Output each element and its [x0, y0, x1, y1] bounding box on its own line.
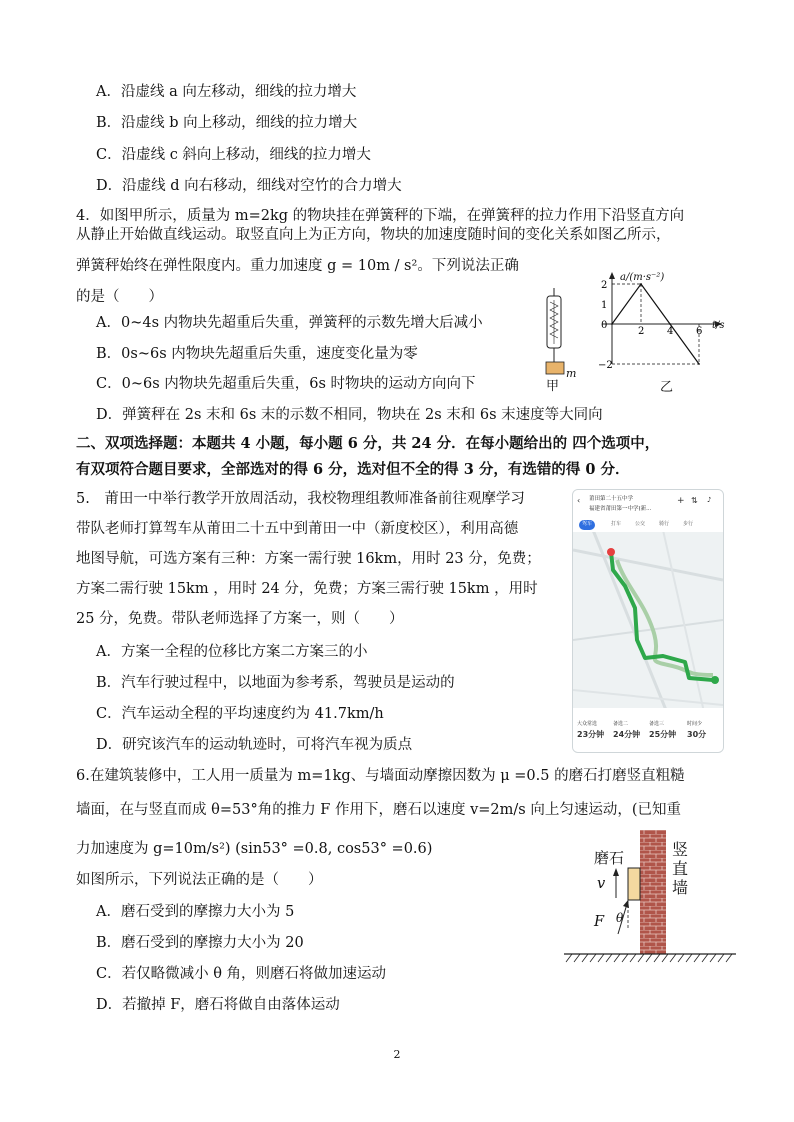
y-tick-label: 1: [601, 300, 608, 311]
q4-stem-4: 的是（ ）: [76, 289, 163, 305]
q4-option-a: A．0~4s 内物块先超重后失重，弹簧秤的示数先增大后减小: [96, 315, 483, 331]
mass-label: m: [566, 367, 577, 380]
voice-icon[interactable]: ♪: [707, 496, 712, 504]
start-marker: [607, 548, 615, 556]
q6-option-b: B．磨石受到的摩擦力大小为 20: [96, 935, 304, 951]
route-options-panel: [573, 708, 723, 752]
velocity-label: v: [597, 876, 606, 892]
q4-stem-3: 弹簧秤始终在弹性限度内。重力加速度 g = 10m / s²。下列说法正确: [76, 258, 519, 274]
x-tick-label: 6: [696, 326, 703, 337]
q5-stem-4: 方案二需行驶 15km ，用时 24 分，免费；方案三需行驶 15km ，用时: [76, 581, 538, 597]
route-to[interactable]: 福建省莆田第一中学(新...: [589, 506, 652, 512]
q3-option-d: D．沿虚线 d 向右移动，细线对空竹的合力增大: [96, 178, 402, 194]
y-tick-label: 2: [601, 280, 608, 291]
tab-walk[interactable]: 步行: [683, 521, 694, 527]
x-tick-label: 2: [638, 326, 645, 337]
swap-icon[interactable]: ⇅: [691, 496, 698, 505]
brick-wall: [640, 830, 666, 954]
q4-option-b: B．0s~6s 内物块先超重后失重，速度变化量为零: [96, 346, 418, 362]
q3-option-c: C．沿虚线 c 斜向上移动，细线的拉力增大: [96, 147, 371, 163]
tab-bike[interactable]: 骑行: [659, 521, 670, 527]
tab-drive[interactable]: 驾车: [579, 520, 595, 530]
grindstone-label: 磨石: [594, 849, 625, 867]
section2-header-1: 二、双项选择题：本题共 4 小题，每小题 6 分，共 24 分．在每小题给出的 四个选项中，: [76, 435, 660, 452]
theta-label: θ: [616, 911, 624, 925]
figure-jia-label: 甲: [546, 379, 560, 394]
q6-option-c: C．若仅略微减小 θ 角，则磨石将做加速运动: [96, 966, 387, 982]
navigation-map-screenshot: [572, 489, 724, 753]
q5-option-a: A．方案一全程的位移比方案二方案三的小: [96, 644, 368, 660]
map-header: [573, 490, 723, 532]
y-axis-label: a/(m·s⁻²): [620, 272, 665, 283]
back-icon[interactable]: ‹: [577, 496, 581, 505]
q5-stem-3: 地图导航，可选方案有三种：方案一需行驶 16km，用时 23 分，免费；: [76, 551, 541, 567]
page-number: 2: [393, 1048, 401, 1061]
route-option-2[interactable]: 备选二 24分钟: [613, 721, 641, 739]
q6-stem-3: 力加速度为 g=10m/s²) (sin53° =0.8, cos53° =0.6): [76, 841, 433, 857]
y-axis-arrow: [609, 272, 615, 279]
force-arrowhead: [623, 900, 629, 908]
q5-option-c: C．汽车运动全程的平均速度约为 41.7km/h: [96, 706, 384, 722]
q5-stem-1: 5. 莆田一中举行教学开放周活动，我校物理组教师准备前往观摩学习: [76, 491, 525, 507]
q4-stem-1: 4．如图甲所示，质量为 m=2kg 的物块挂在弹簧秤的下端，在弹簧秤的拉力作用下沿竖直方向: [76, 208, 685, 224]
grindstone: [628, 868, 640, 900]
q4-option-c: C．0~6s 内物块先超重后失重，6s 时物块的运动方向向下: [96, 376, 476, 392]
q5-stem-5: 25 分，免费。带队老师选择了方案一，则（ ）: [76, 611, 404, 627]
q4-option-d: D．弹簧秤在 2s 末和 6s 末的示数不相同，物块在 2s 末和 6s 末速度等大同向: [96, 407, 603, 423]
route-option-3[interactable]: 备选三 25分钟: [649, 721, 677, 739]
q6-stem-4: 如图所示，下列说法正确的是（ ）: [76, 872, 323, 888]
q6-stem-2: 墙面，在与竖直而成 θ=53°角的推力 F 作用下，磨石以速度 v=2m/s 向上匀速运动，(已知重: [76, 802, 681, 818]
end-marker: [711, 676, 719, 684]
tab-taxi[interactable]: 打车: [611, 521, 622, 527]
q5-option-d: D．研究该汽车的运动轨迹时，可将汽车视为质点: [96, 737, 413, 753]
add-waypoint-icon[interactable]: +: [677, 496, 685, 506]
wall-grindstone-figure: [560, 826, 740, 966]
x-tick-label: 4: [667, 326, 674, 337]
velocity-arrowhead: [613, 868, 619, 876]
force-label: F: [594, 914, 605, 930]
route-option-1[interactable]: 大众常选 23分钟: [577, 721, 605, 739]
q6-stem-1: 6.在建筑装修中，工人用一质量为 m=1kg、与墙面动摩擦因数为 μ =0.5 的磨石打磨竖直粗糙: [76, 768, 685, 784]
y-tick-label: −2: [598, 360, 613, 370]
q3-option-b: B．沿虚线 b 向上移动，细线的拉力增大: [96, 115, 358, 131]
route-option-4[interactable]: 时间少 30分: [687, 721, 707, 739]
section2-header-2: 有双项符合题目要求，全部选对的得 6 分，选对但不全的得 3 分，有选错的得 0 分．: [76, 461, 630, 478]
q4-stem-2: 从静止开始做直线运动。取竖直向上为正方向，物块的加速度随时间的变化关系如图乙所示，: [76, 227, 671, 243]
data-point: [611, 323, 613, 325]
y-tick-label: 0: [601, 320, 608, 331]
q5-stem-2: 带队老师打算驾车从莆田二十五中到莆田一中（新度校区），利用高德: [76, 521, 519, 537]
data-point: [698, 363, 700, 365]
q5-option-b: B．汽车行驶过程中，以地面为参考系，驾驶员是运动的: [96, 675, 455, 691]
x-axis-label: t/s: [712, 320, 725, 331]
figure-yi-label: 乙: [660, 380, 674, 395]
q6-option-a: A．磨石受到的摩擦力大小为 5: [96, 904, 295, 920]
data-point: [669, 323, 671, 325]
q3-option-a: A．沿虚线 a 向左移动，细线的拉力增大: [96, 84, 357, 100]
ground-hatch: [566, 954, 732, 962]
q6-option-d: D．若撤掉 F，磨石将做自由落体运动: [96, 997, 340, 1013]
tab-bus[interactable]: 公交: [635, 521, 646, 527]
route-from[interactable]: 莆田第二十五中学: [589, 496, 634, 502]
wall-label: 竖直墙: [672, 840, 689, 897]
